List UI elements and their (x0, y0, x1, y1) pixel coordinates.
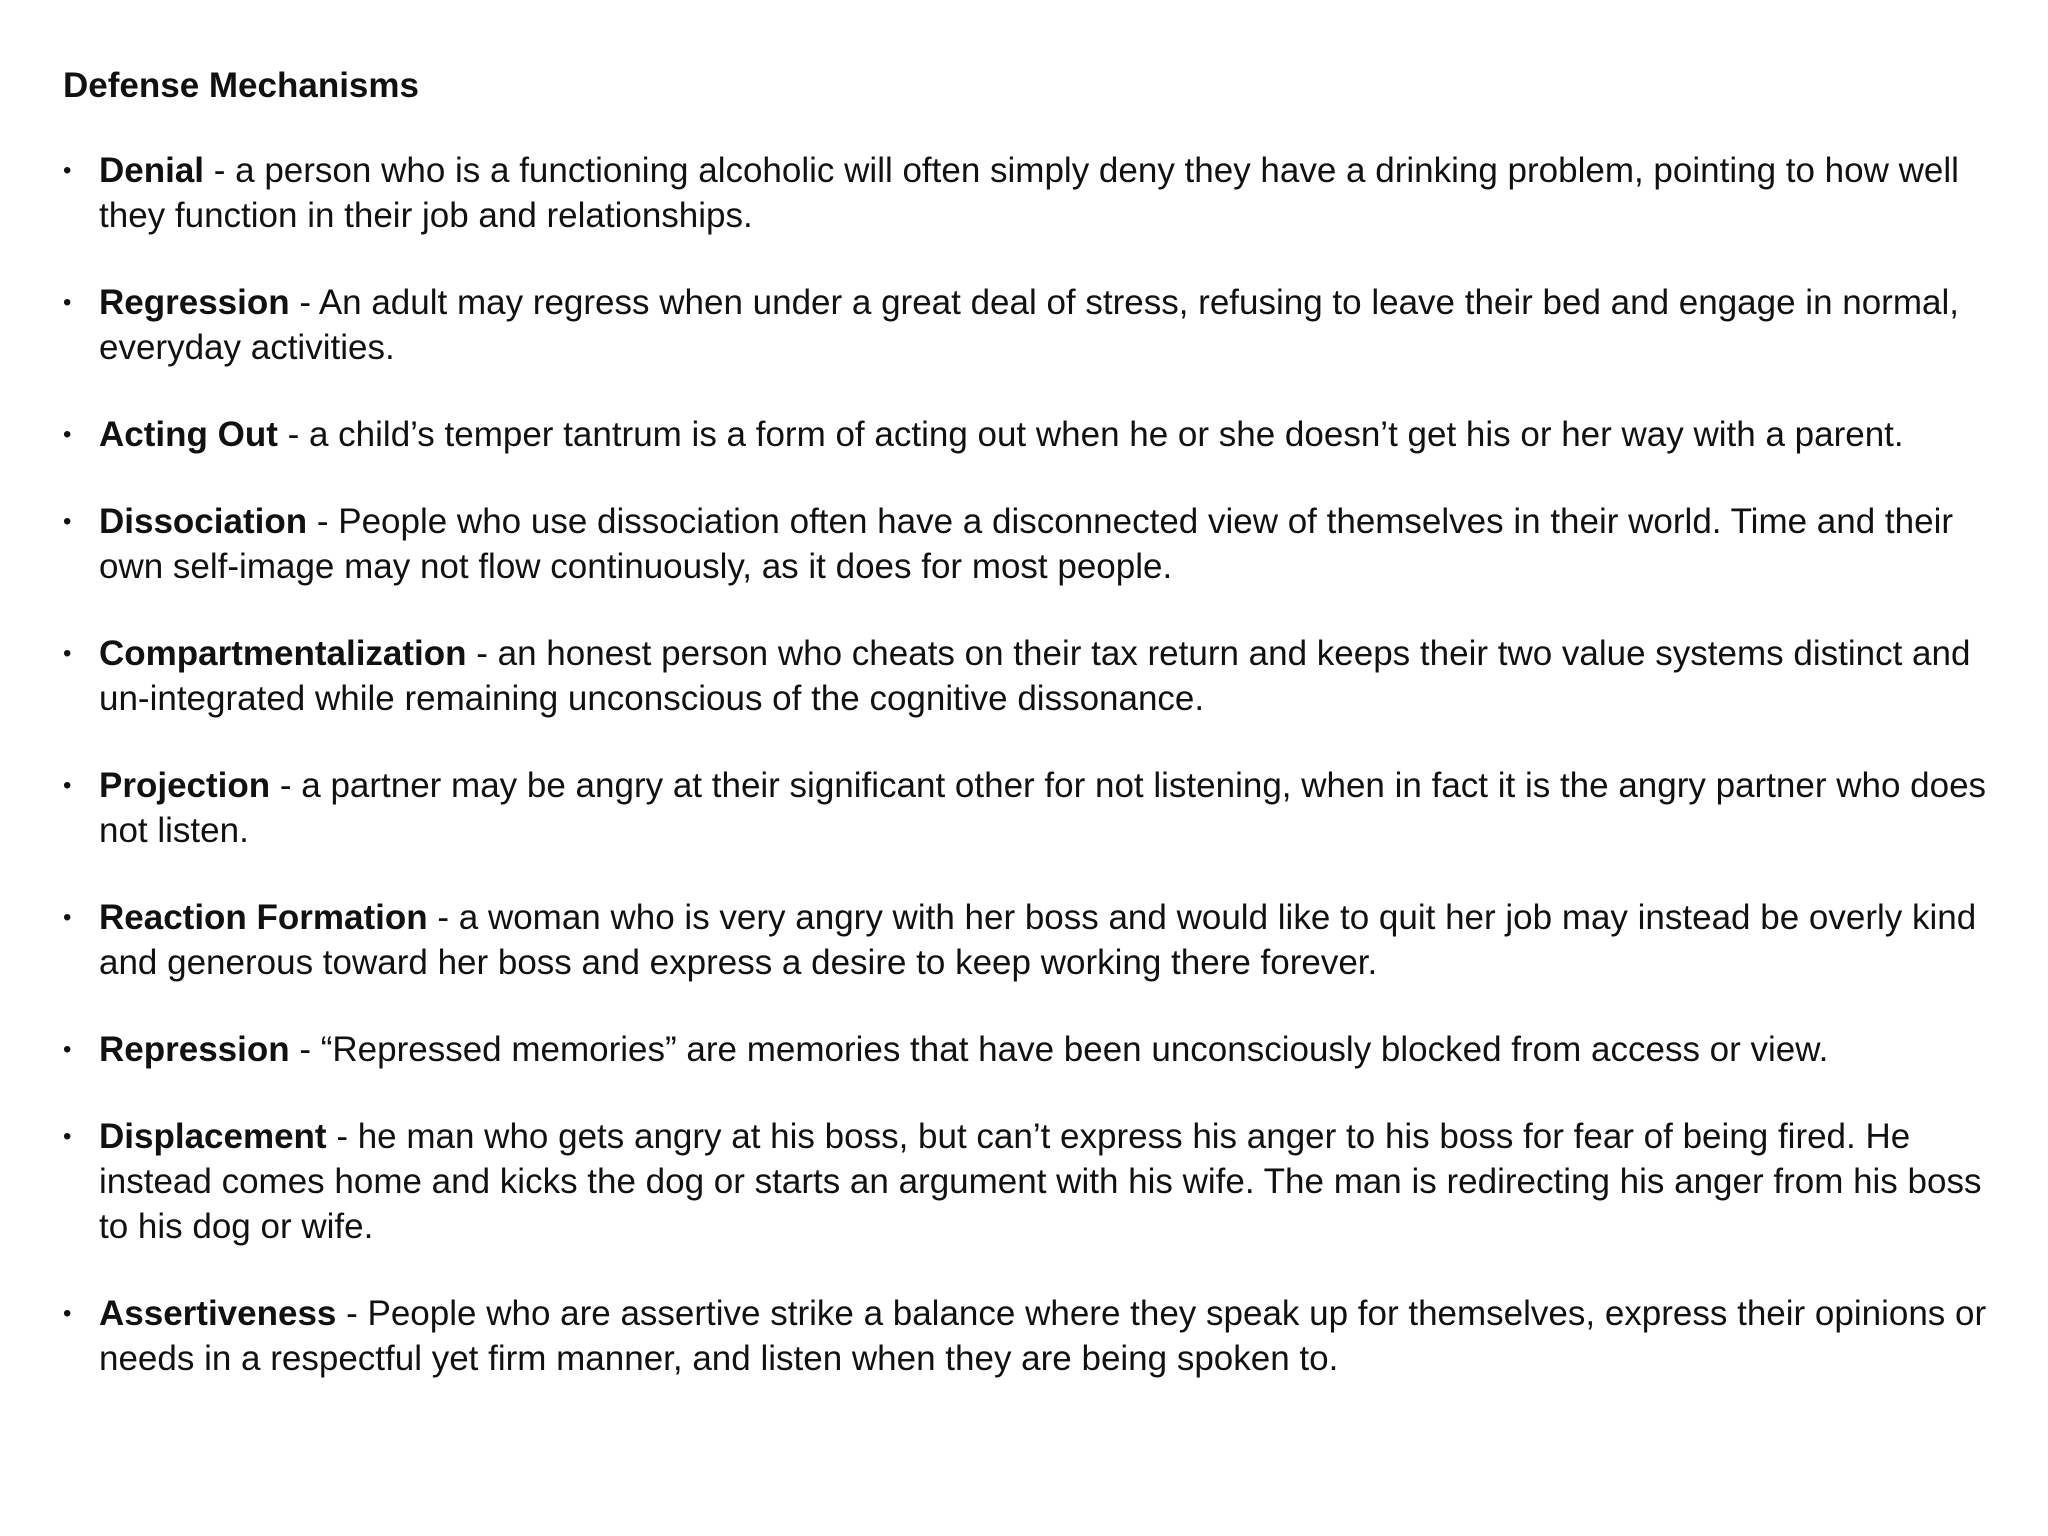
list-item-reaction-formation (63, 895, 2003, 985)
description-reaction-formation: a woman who is very angry with her boss and would like to quit her job may instead be overly kind and generous toward her boss and express a desire to keep working there forever. (99, 898, 1977, 982)
description-dissociation: People who use dissociation often have a disconnected view of themselves in their world. Time and their own self-image may not flow continuously, as it does for most people. (99, 502, 1954, 586)
bullet-icon: • (63, 421, 72, 448)
bullet-icon: • (63, 640, 72, 667)
term-displacement: Displacement (99, 1117, 327, 1156)
term-separator: - (289, 1030, 321, 1069)
bullet-icon: • (63, 157, 72, 184)
bullet-icon: • (63, 1123, 72, 1150)
list-item-assertiveness (63, 1291, 2003, 1381)
term-projection: Projection (99, 766, 271, 805)
description-denial: a person who is a functioning alcoholic will often simply deny they have a drinking problem, pointing to how well they function in their job and relationships. (99, 151, 1959, 235)
bullet-icon: • (63, 1036, 72, 1063)
list-item-dissociation (63, 499, 2003, 589)
description-displacement: he man who gets angry at his boss, but can’t express his anger to his boss for fear of being fired. He instead comes home and kicks the dog or starts an argument with his wife. The man is redirecting his anger from his boss to his dog or wife. (99, 1117, 1982, 1246)
term-reaction-formation: Reaction Formation (99, 898, 428, 937)
term-separator: - (466, 634, 498, 673)
term-repression: Repression (99, 1030, 290, 1069)
bullet-icon: • (63, 508, 72, 535)
term-separator: - (277, 415, 309, 454)
term-dissociation: Dissociation (99, 502, 308, 541)
term-separator: - (427, 898, 459, 937)
term-acting-out: Acting Out (99, 415, 278, 454)
bullet-icon: • (63, 1300, 72, 1327)
term-assertiveness: Assertiveness (99, 1294, 337, 1333)
description-projection: a partner may be angry at their significant other for not listening, when in fact it is the angry partner who does not listen. (99, 766, 1987, 850)
bullet-icon: • (63, 772, 72, 799)
description-regression: An adult may regress when under a great deal of stress, refusing to leave their bed and engage in normal, everyday activities. (99, 283, 1959, 367)
description-compartmentalization: an honest person who cheats on their tax return and keeps their two value systems distinct and un-integrated while remaining unconscious of the cognitive dissonance. (99, 634, 1971, 718)
list-item-displacement (63, 1114, 2003, 1249)
description-acting-out: a child’s temper tantrum is a form of acting out when he or she doesn’t get his or her way with a parent. (308, 415, 1904, 454)
term-separator: - (204, 151, 236, 190)
term-compartmentalization: Compartmentalization (99, 634, 467, 673)
list-item-denial (63, 148, 2003, 238)
description-assertiveness: People who are assertive strike a balance where they speak up for themselves, express their opinions or needs in a respectful yet firm manner, and listen when they are being spoken to. (99, 1294, 1987, 1378)
document-title: Defense Mechanisms (63, 66, 419, 105)
bullet-icon: • (63, 904, 72, 931)
term-regression: Regression (99, 283, 290, 322)
term-denial: Denial (99, 151, 205, 190)
list-item-repression (63, 1027, 2003, 1072)
document-page (63, 62, 2003, 1423)
list-item-regression (63, 280, 2003, 370)
bullet-icon: • (63, 289, 72, 316)
list-item-compartmentalization (63, 631, 2003, 721)
term-separator: - (270, 766, 302, 805)
list-item-acting-out (63, 412, 2003, 457)
list-item-projection (63, 763, 2003, 853)
description-repression: “Repressed memories” are memories that have been unconsciously blocked from access or view. (320, 1030, 1829, 1069)
term-separator: - (289, 283, 319, 322)
term-separator: - (307, 502, 339, 541)
term-separator: - (336, 1294, 368, 1333)
term-separator: - (326, 1117, 358, 1156)
defense-mechanism-list (63, 148, 2003, 1381)
